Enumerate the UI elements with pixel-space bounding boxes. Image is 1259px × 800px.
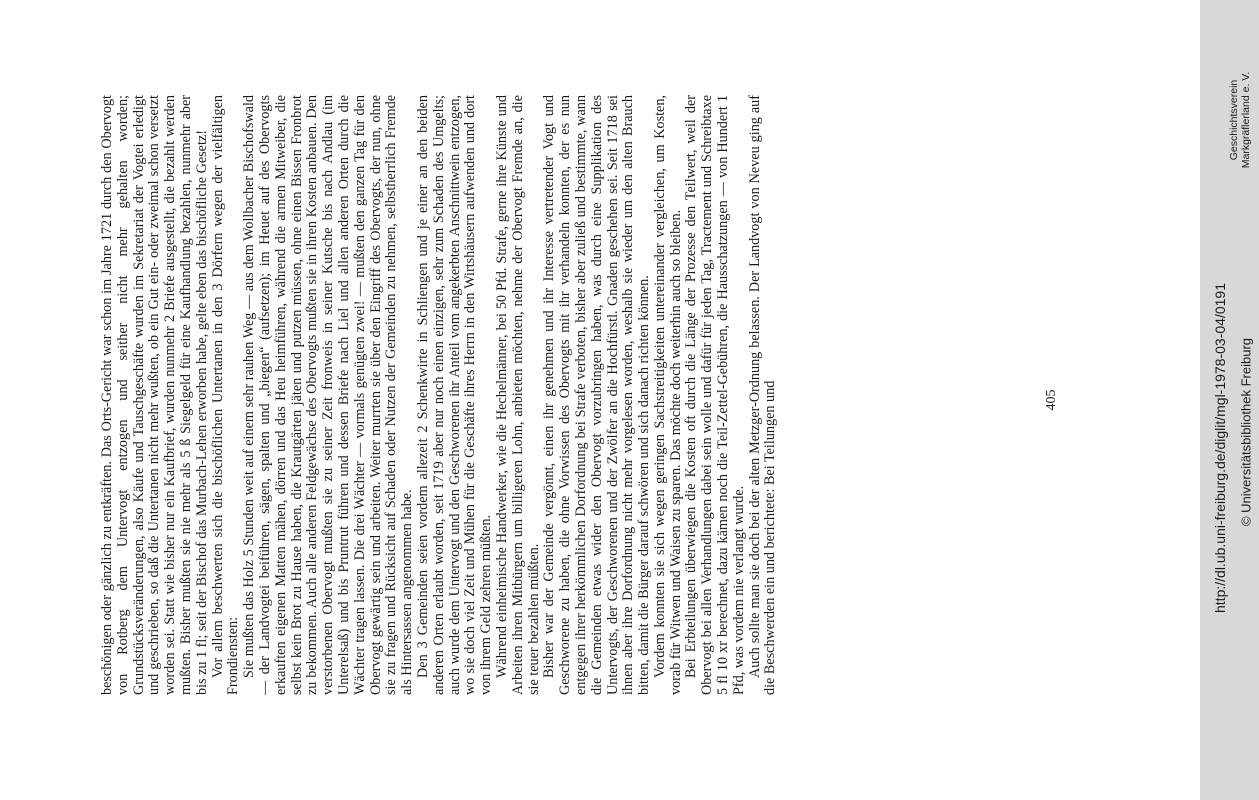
paragraph: Den 3 Gemeinden seien vordem allezeit 2 Schenkwirte in Schliengen und je einer an den beiden anderen Orten erlaubt worden, seit 1719 aber nur noch einen einzigen, sehr zum Schaden des Umgelts; auch wurde dem Untervogt und den Geschworenen ihr Anteil vom angekerbten Anschnittwein entzogen, wo sie doch viel Zeit und Mühen für die Geschäfte ihres Herrn in den Wirtshäusern aufwenden und dort von ihrem Geld zehren müßten.: [414, 95, 495, 695]
society-name-line1: Geschichtsverein: [1228, 79, 1240, 161]
paragraph: Vor allem beschwerten sich die bischöflichen Untertanen in den 3 Dörfern wegen der vielfältigen Frondiensten:: [209, 95, 242, 695]
paragraph: beschönigen oder gänzlich zu entkräften. Das Orts-Gericht war schon im Jahre 1721 durch den Obervogt von Rotberg dem Untervogt entzogen und seither nicht mehr gehalten worden; Grundstücksveränderungen, also Käufe und Tauschgeschäfte wurden im Sekretariat der Vogtei erledigt und geschrieben, so daß die Untertanen nicht mehr wußten, ob ein Gut ein- oder zweimal schon versetzt worden sei. Statt wie bisher nur ein Kaufbrief, wurden nunmehr 2 Briefe ausgestellt, die bezahlt werden mußten. Bisher mußten sie nie mehr als 5 ß Siegelgeld für eine Kaufhandlung bezahlen, nunmehr aber bis zu 1 fl; seit der Bischof das Murbach-Lehen erworben habe, gelte eben das bischöfliche Gesetz!: [99, 95, 210, 695]
document-url[interactable]: http://dl.ub.uni-freiburg.de/diglit/mgl-1978-03-04/0191: [1212, 283, 1228, 613]
paragraph: Während einheimische Handwerker, wie die Hechelmänner, bei 50 Pfd. Strafe, gerne ihre Künste und Arbeiten ihren Mitbürgern um billigeren Lohn, anbieten möchten, nehme der Obervogt Fremde an, die sie teuer bezahlen müßten.: [493, 95, 542, 695]
paragraph: Bisher war der Gemeinde vergönnt, einen ihr genehmen und ihr Interesse vertretender Vogt und Geschworene zu haben, die ohne Vorwissen des Obervogts mit ihr verhandeln konnten, der es nun entgegen ihrer herkömmlichen Dorfordnung bei Strafe verboten, bisher aber zuließ und bestimmte, wann die Gemeinden etwas wider den Obervogt vorzubringen haben, was durch eine Supplikation des Untervogts, der Geschworenen und der Zwölfer an die Hochfürstl. Gnaden geschehen sei. Seit 1718 sei ihnen aber ihre Dorfordnung nicht mehr vorgelesen worden, weshalb sie wieder um den alten Brauch bitten, damit die Bürger darauf schwören und sich danach richten können.: [541, 95, 653, 695]
society-name-line2: Markgräflerland e. V.: [1240, 71, 1252, 169]
paragraph: Vordem konnten sie sich wegen geringen Sachstreitigkeiten untereinander vergleichen, um Kosten, vorab für Witwen und Waisen zu sparen. Das möchte doch weiterhin auch so bleiben.: [651, 95, 684, 695]
page-body-text: [100, 95, 1010, 695]
paragraph: Bei Erbteilungen überwiegen die Kosten oft durch die Länge der Prozesse den Teilwert, weil der Obervogt bei allen Verhandlungen dabei sein wolle und dafür für jeden Tag, Tractement und Schreibtaxe 5 fl 10 xr berechnet, dazu kämen noch die Teil-Zettel-Gebühren, die Hausschatzungen — von Hundert 1 Pfd, was vordem nie verlangt wurde.: [683, 95, 747, 695]
paragraph: Auch sollte man sie doch bei der alten Metzger-Ordnung belassen. Der Landvogt von Neveu ging auf die Beschwerden ein und berichtete: Bei Teilungen und: [746, 95, 779, 695]
paragraph: Sie mußten das Holz 5 Stunden weit auf einem sehr rauhen Weg — aus dem Wollbacher Bischofswald — der Landvogtei beiführen, sägen, spalten und „biegen“ (aufsetzen); im Heuet auf des Obervogts erkauften eigenen Matten mähen, dörren und das Heu heimführen, während die armen Mitweiber, die selbst kein Brot zu Hause haben, die Krautgärten jäten und putzen müssen, ohne einen Bissen Fronbrot zu bekommen. Auch alle anderen Feldgewächse des Obervogts mußten sie in ihren Kosten anbauen. Den verstorbenen Obervogt mußten sie zu seiner Zeit fronweis in seiner Kutsche bis nach Andlau (im Unterelsaß) und bis Pruntrut führen und dessen Briefe nach Liel und allen anderen Orten durch die Wächter tragen lassen. Die drei Wächter — vormals genügten zwei! — mußten den ganzen Tag für den Obervogt gewärtig sein und arbeiten. Weiter murrten sie über den Eingriff des Obervogts, der nun, ohne sie zu fragen und Rücksicht auf Schaden oder Nutzen der Gemeinden zu nehmen, selbstherrlich Fremde als Hintersassen angenommen habe.: [241, 95, 416, 695]
page-number: 405: [1044, 389, 1059, 411]
copyright-notice: © Universitätsbibliothek Freiburg: [1238, 337, 1254, 527]
